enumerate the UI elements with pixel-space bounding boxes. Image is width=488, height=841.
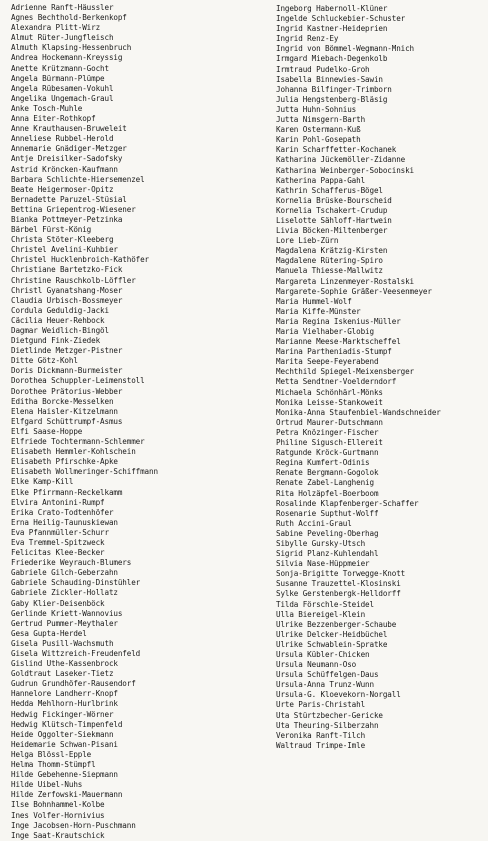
name-entry: Hedda Mehlhorn-Hurlbrink — [11, 699, 118, 709]
name-entry: Christel Hucklenbroich-Kathöfer — [11, 255, 150, 265]
name-entry: Gudrun Grundhöfer-Rausendorf — [11, 679, 136, 689]
name-entry: Johanna Bilfinger-Trimborn — [276, 84, 392, 94]
name-entry: Liselotte Sähloff-Hartwein — [276, 215, 392, 225]
name-entry: Hannelore Landherr-Knopf — [11, 689, 118, 699]
name-entry: Ilse Bohnhammel-Kolbe — [11, 800, 105, 810]
name-entry: Doris Dickmann-Burmeister — [11, 366, 123, 376]
name-entry: Maria Vielhaber-Globig — [276, 327, 374, 336]
name-entry: Eva Pfannmüller-Schurr — [11, 527, 109, 537]
name-entry: Ortrud Maurer-Dutschmann — [276, 417, 383, 427]
name-entry: Elfgard Schüttrumpf-Asmus — [11, 416, 123, 426]
names-column-right — [276, 4, 441, 751]
name-entry: Friederike Weyrauch-Blumers — [11, 558, 132, 568]
name-entry: Barbara Schlichte-Hiersemenzel — [11, 174, 145, 184]
name-entry: Uta Stürtzbecher-Gericke — [276, 710, 383, 720]
name-entry: Rita Holzäpfel-Boerboom — [276, 488, 379, 498]
name-entry: Irmgard Miebach-Degenkolb — [276, 54, 388, 64]
name-entry: Monika-Anna Staufenbiel-Wandschneider — [276, 407, 441, 417]
name-entry: Almut Rüter-Jungfleisch — [11, 33, 114, 43]
name-entry: Ulrike Bezzenberger-Schaube — [276, 619, 397, 629]
name-entry: Bianka Pottmeyer-Petzinka — [11, 214, 123, 224]
name-entry: Astrid Kröncken-Kaufmann — [11, 164, 118, 174]
name-entry: Anke Tosch-Muhle — [11, 103, 83, 113]
name-entry: Dietlinde Metzger-Pistner — [11, 346, 123, 356]
name-entry: Irmtraud Pudelko-Groh — [276, 64, 370, 74]
name-entry: Christel Avelini-Kuhbier — [11, 245, 118, 255]
name-entry: Elfriede Tochtermann-Schlemmer — [11, 437, 145, 447]
name-entry: Bärbel Fürst-König — [11, 225, 92, 235]
name-entry: Heidemarie Schwan-Pisani — [11, 739, 118, 749]
name-entry: Anneliese Rubbel-Herold — [11, 134, 114, 144]
name-entry: Cäcilia Heuer-Rehbock — [11, 315, 105, 325]
name-entry: Isabella Binnewies-Sawin — [276, 74, 383, 84]
name-entry: Gisela Pusill-Wachsmuth — [11, 638, 114, 648]
name-entry: Erika Crato-Todtenhöfer — [11, 507, 114, 517]
name-entry: Waltraud Trimpe-Imle — [276, 740, 366, 750]
name-entry: Ursula Schüffelgen-Daus — [276, 670, 379, 680]
name-entry: Petra Knözinger-Fischer — [276, 427, 379, 437]
name-entry: Ingeborg Habernoll-Klüner — [276, 4, 388, 13]
name-entry: Ruth Accini-Graul — [276, 518, 352, 528]
name-entry: Katharina Weinberger-Sobocinski — [276, 165, 415, 175]
name-entry: Alexandra Plitt-Wirz — [11, 23, 101, 33]
name-entry: Rosenarie Supthut-Wolff — [276, 508, 379, 518]
name-entry: Karin Pohl-Gosepath — [276, 135, 361, 145]
name-entry: Agnes Bechthold-Berkenkopf — [11, 13, 127, 23]
name-entry: Sylke Gerstenbergk-Helldorff — [276, 589, 401, 599]
name-entry: Gaby Klier-Deisenböck — [11, 598, 105, 608]
name-entry: Angelika Ungemach-Graul — [11, 93, 114, 103]
name-entry: Ursula Kübler-Chicken — [276, 650, 370, 659]
name-entry: Urte Paris-Christahl — [276, 700, 366, 710]
name-entry: Ingelde Schluckebier-Schuster — [276, 14, 406, 24]
name-entry: Kornelia Brüske-Bourscheid — [276, 195, 392, 205]
name-entry: Ines Volfer-Hornivius — [11, 810, 105, 820]
name-entry: Monika Leisse-Stankoweit — [276, 397, 383, 407]
name-entry: Michaela Schönhärl-Mönks — [276, 387, 383, 397]
name-entry: Kornelia Tschakert-Crudup — [276, 205, 388, 215]
name-entry: Elisabeth Hemmler-Kohlschein — [11, 447, 136, 457]
name-entry: Regina Kumfert-Odinis — [276, 458, 370, 468]
name-entry: Hilde Gebehenne-Siepmann — [11, 770, 118, 780]
name-entry: Katherina Pappa-Gahl — [276, 175, 366, 185]
name-entry: Karin Scharffetter-Kochanek — [276, 145, 397, 155]
name-entry: Bernadette Paruzel-Stüsial — [11, 194, 127, 204]
name-entry: Eva Tremmel-Spitzweck — [11, 537, 105, 547]
name-entry: Uta Theuring-Silberzahn — [276, 720, 379, 730]
name-entry: Annemarie Gnädiger-Metzger — [11, 144, 127, 154]
name-entry: Ratgunde Kröck-Gurtmann — [276, 448, 379, 458]
name-entry: Christine Rauschkolb-Löffler — [11, 275, 136, 285]
name-entry: Dorothea Schuppler-Leimenstoll — [11, 376, 145, 386]
name-entry: Claudia Urbisch-Bossmeyer — [11, 295, 123, 305]
name-entry: Katharina Jückemöller-Zidanne — [276, 155, 406, 165]
name-entry: Marita Seepe-Feyerabend — [276, 357, 379, 367]
name-entry: Philine Sigusch-Ellereit — [276, 438, 383, 448]
name-entry: Magdalena Krätzig-Kirsten — [276, 246, 388, 256]
name-entry: Elke Pfirrmann-Reckelkamm — [11, 487, 123, 497]
name-entry: Adrienne Ranft-Häussler — [11, 3, 114, 12]
name-entry: Livia Böcken-Miltenberger — [276, 226, 388, 236]
name-entry: Antje Dreisilker-Sadofsky — [11, 154, 123, 164]
name-entry: Hedwig Fickinger-Wörner — [11, 709, 114, 719]
name-entry: Ulrike Schwablein-Spratke — [276, 639, 388, 649]
name-entry: Renate Zabel-Langhenig — [276, 478, 374, 488]
name-entry: Anna Eiter-Rothkopf — [11, 114, 96, 124]
name-entry: Silvia Nase-Hüppmeier — [276, 559, 370, 569]
name-entry: Hilde Zerfowski-Mauermann — [11, 790, 123, 800]
name-entry: Elfi Saase-Hoppe — [11, 426, 83, 436]
name-entry: Ingrid von Bömmel-Wegmann-Mnich — [276, 44, 415, 54]
name-entry: Bettina Griepentrog-Wiesener — [11, 204, 136, 214]
name-entry: Dietgund Fink-Ziedek — [11, 336, 101, 346]
name-entry: Anne Krauthausen-Bruweleit — [11, 124, 127, 134]
name-entry: Almuth Klapsing-Hessenbruch — [11, 43, 132, 53]
name-entry: Goldtraut Laseker-Tietz — [11, 669, 114, 679]
name-entry: Magdalene Rütering-Spiro — [276, 256, 383, 266]
name-entry: Christiane Bartetzko-Fick — [11, 265, 123, 275]
name-entry: Helga Blössl-Epple — [11, 749, 92, 759]
name-entry: Christl Gyanatshang-Moser — [11, 285, 123, 295]
name-entry: Helma Thomm-Stümpfl — [11, 760, 96, 770]
name-entry: Cordula Geduldig-Jacki — [11, 305, 109, 315]
name-entry: Gertrud Pummer-Meythaler — [11, 618, 118, 628]
name-entry: Beate Heigermoser-Opitz — [11, 184, 114, 194]
name-entry: Elke Kamp-Kill — [11, 477, 74, 487]
name-entry: Hilde Uibel-Nuhs — [11, 780, 83, 790]
name-entry: Maria Regina Iskenius-Müller — [276, 316, 401, 326]
name-entry: Anette Krützmann-Gocht — [11, 63, 109, 73]
name-entry: Dorothee Prätorius-Webber — [11, 386, 123, 396]
name-entry: Ursula-Anna Trunz-Wunn — [276, 680, 374, 690]
name-entry: Inge Jacobsen-Horn-Puschmann — [11, 820, 136, 830]
name-entry: Elisabeth Pfirschke-Apke — [11, 457, 118, 467]
names-column-left — [11, 3, 158, 841]
name-entry: Marianne Meese-Marktscheffel — [276, 337, 401, 347]
name-entry: Marina Partheniadis-Stumpf — [276, 347, 392, 357]
name-entry: Sabine Peveling-Oberhag — [276, 528, 379, 538]
name-entry: Lore Lieb-Zürn — [276, 236, 339, 246]
name-entry: Gabriele Schauding-Dinstühler — [11, 578, 141, 588]
name-entry: Tilda Förschle-Steidel — [276, 599, 374, 609]
name-entry: Heide Oggolter-Siekmann — [11, 729, 114, 739]
name-entry: Metta Sendtner-Voelderndorf — [276, 377, 397, 387]
name-entry: Maria Kiffe-Münster — [276, 306, 361, 316]
name-entry: Manuela Thiesse-Mallwitz — [276, 266, 383, 276]
name-entry: Hedwig Klütsch-Timpenfeld — [11, 719, 123, 729]
name-entry: Gabriele Gilch-Geberzahn — [11, 568, 118, 578]
name-entry: Maria Hummel-Wolf — [276, 296, 352, 306]
name-entry: Kathrin Schafferus-Bögel — [276, 185, 383, 195]
name-entry: Erna Heilig-Taunuskiewan — [11, 517, 118, 527]
name-entry: Ursula Neumann-Oso — [276, 660, 357, 670]
name-entry: Ursula-G. Kloevekorn-Norgall — [276, 690, 401, 700]
name-entry: Margareta Linzenmeyer-Rostalski — [276, 276, 415, 286]
name-entry: Sonja-Brigitte Torwegge-Knott — [276, 569, 406, 579]
name-entry: Ingrid Renz-Ey — [276, 34, 339, 44]
name-entry: Veronika Ranft-Tilch — [276, 730, 366, 740]
name-entry: Felicitas Klee-Becker — [11, 548, 105, 558]
name-entry: Ditte Götz-Kohl — [11, 356, 78, 366]
name-entry: Editha Borcke-Messelken — [11, 396, 114, 406]
name-entry: Ulrike Delcker-Heidbüchel — [276, 629, 388, 639]
name-entry: Angela Bürmann-Plümpe — [11, 73, 105, 83]
name-entry: Jutta Huhn-Sohnius — [276, 104, 357, 114]
name-entry: Gerlinde Kriett-Wannovius — [11, 608, 123, 618]
name-entry: Gabriele Zickler-Hollatz — [11, 588, 118, 598]
name-entry: Angela Rübesamen-Vokuhl — [11, 83, 114, 93]
name-entry: Gesa Gupta-Herdel — [11, 628, 87, 638]
name-entry: Sibylle Gursky-Utsch — [276, 538, 366, 548]
name-entry: Gislind Uthe-Kassenbrock — [11, 659, 118, 669]
name-entry: Christa Stöter-Kleeberg — [11, 235, 114, 245]
name-entry: Ingrid Kastner-Heideprien — [276, 24, 388, 34]
name-entry: Mechthild Spiegel-Meixensberger — [276, 367, 415, 377]
name-entry: Jutta Nimsgern-Barth — [276, 115, 366, 125]
name-entry: Andrea Hockemann-Kreyssig — [11, 53, 123, 63]
name-entry: Susanne Trauzettel-Klosinski — [276, 579, 401, 589]
name-entry: Elisabeth Wollmeringer-Schiffmann — [11, 467, 158, 477]
name-entry: Dagmar Weidlich-Bingöl — [11, 326, 109, 335]
name-entry: Gisela Wittzreich-Freudenfeld — [11, 649, 141, 658]
name-entry: Elvira Antonini-Rumpf — [11, 497, 105, 507]
name-entry: Karen Ostermann-Kuß — [276, 125, 361, 135]
name-entry: Julia Hengstenberg-Bläsig — [276, 94, 388, 104]
name-entry: Sigrid Planz-Kuhlendahl — [276, 549, 379, 559]
name-entry: Renate Bergmann-Gogolok — [276, 468, 379, 478]
name-entry: Inge Saat-Krautschick — [11, 830, 105, 840]
name-entry: Elena Haisler-Kitzelmann — [11, 406, 118, 416]
name-entry: Rosalinde Klapfenberger-Schaffer — [276, 498, 419, 508]
name-entry: Margarete-Sophie Gräßer-Veesenmeyer — [276, 286, 432, 296]
name-entry: Ulla Biereigel-Klein — [276, 609, 366, 619]
